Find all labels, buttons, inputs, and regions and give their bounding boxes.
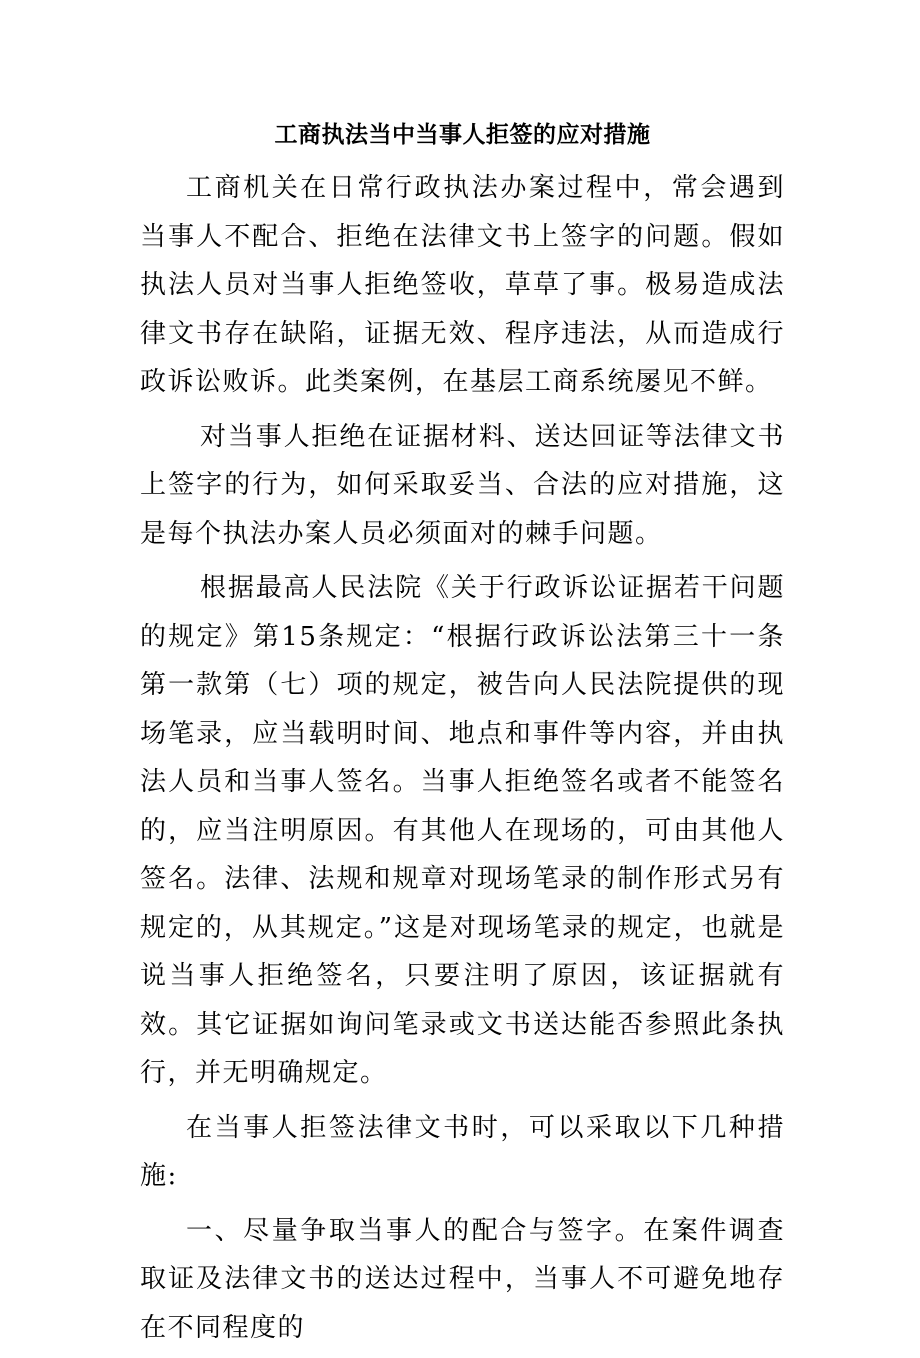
paragraph-measure-one: 一、尽量争取当事人的配合与签字。在案件调查取证及法律文书的送达过程中，当事人不可避免地存在不同程度的 <box>140 1215 785 1343</box>
document-page <box>140 116 785 1358</box>
paragraph-measures-intro: 在当事人拒签法律文书时，可以采取以下几种措施: <box>140 1112 785 1191</box>
document-title: 工商执法当中当事人拒签的应对措施 <box>274 122 651 148</box>
paragraph-regulation: 根据最高人民法院《关于行政诉讼证据若干问题的规定》第15条规定：“根据行政诉讼法第三十一条第一款第（七）项的规定，被告向人民法院提供的现场笔录，应当载明时间、地点和事件等内容，并由执法人员和当事人签名。当事人拒绝签名或者不能签名的，应当注明原因。有其他人在现场的，可由其他人签名。法律、法规和规章对现场笔录的制作形式另有规定的，从其规定。”这是对现场笔录的规定，也就是说当事人拒绝签名，只要注明了原因，该证据就有效。其它证据如询问笔录或文书送达能否参照此条执行，并无明确规定。 <box>140 573 785 1088</box>
paragraph-intro: 工商机关在日常行政执法办案过程中，常会遇到当事人不配合、拒绝在法律文书上签字的问题。假如执法人员对当事人拒绝签收，草草了事。极易造成法律文书存在缺陷，证据无效、程序违法，从而造成行政诉讼败诉。此类案例，在基层工商系统屡见不鲜。 <box>140 173 785 397</box>
paragraph-question: 对当事人拒绝在证据材料、送达回证等法律文书上签字的行为，如何采取妥当、合法的应对措施，这是每个执法办案人员必须面对的棘手问题。 <box>140 421 785 549</box>
